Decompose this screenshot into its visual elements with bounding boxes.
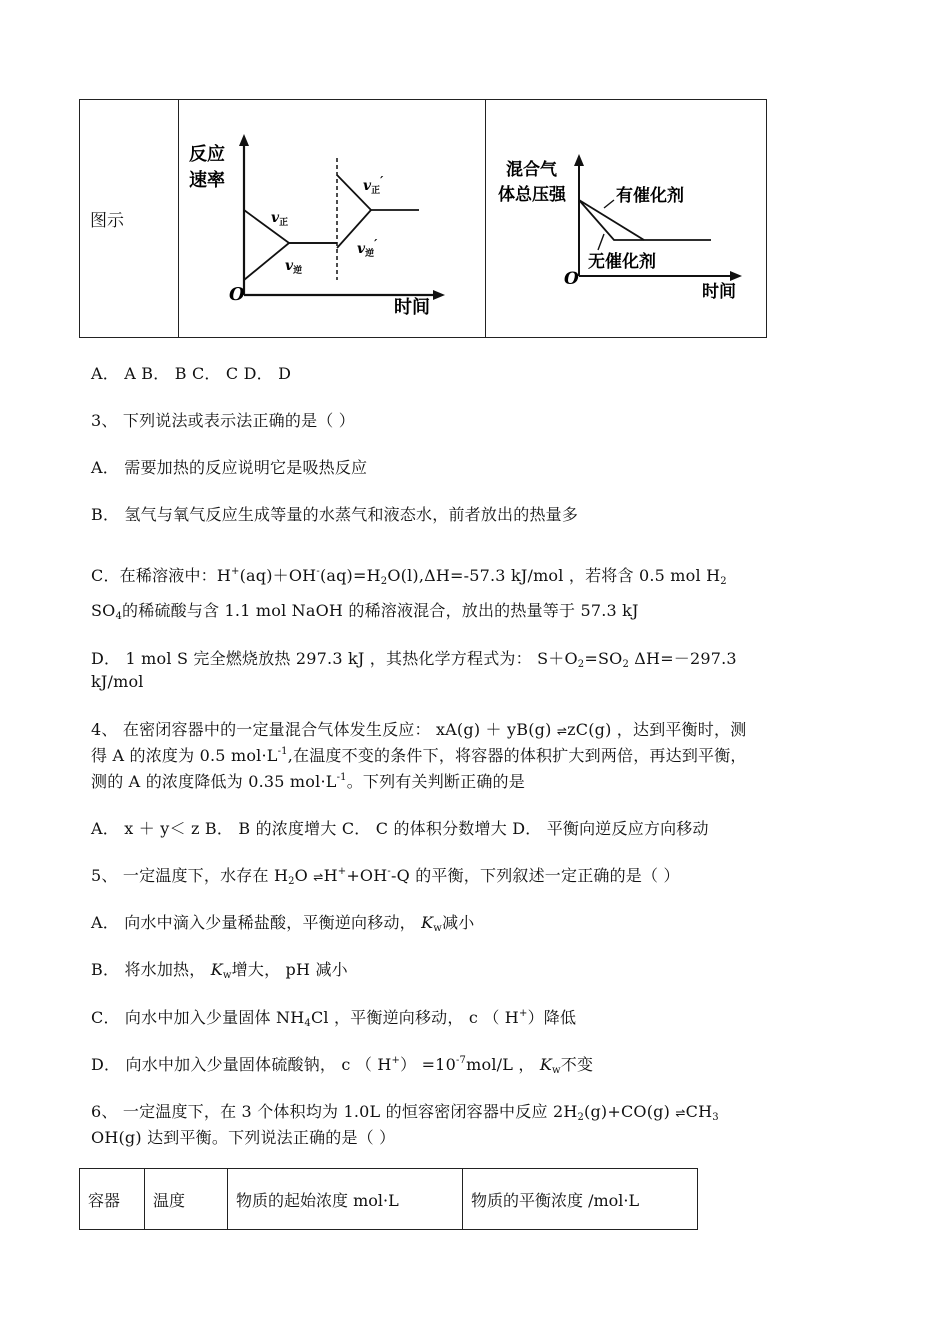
rate-ylabel-2: 速率 (189, 170, 225, 191)
rate-ylabel-1: 反应 (189, 144, 225, 165)
rate-origin: O (229, 284, 245, 305)
pressure-xlabel: 时间 (702, 282, 736, 302)
q3-option-a: A． 需要加热的反应说明它是吸热反应 (91, 458, 368, 477)
q5-option-c: C． 向水中加入少量固体 $NH_4Cl$ ，平衡逆向移动， c （ H+）降低 (91, 1008, 577, 1029)
v-fwd2-label: v (363, 178, 372, 194)
q3-option-d-line1: D． 1 mol S 完全燃烧放热 297.3 kJ ，其热化学方程式为： $S+O_2=SO_2$ ΔH=－297.3 (91, 649, 737, 670)
svg-text:v正 (271, 210, 288, 228)
with-catalyst-label: 有催化剂 (616, 186, 684, 206)
rate-time-graph (179, 100, 485, 333)
v-fwd-sub: 正 (279, 218, 289, 228)
header-temperature: 温度 (145, 1169, 228, 1230)
header-container: 容器 (80, 1169, 145, 1230)
q5-option-b: B． 将水加热， $K_w$增大， pH 减小 (91, 960, 348, 981)
q3-stem: 3、 下列说法或表示法正确的是（ ） (91, 411, 355, 430)
q4-stem-line3: 测的 A 的浓度降低为 0.35 $mol\cdot L^{-1}$。下列有关判断正确的是 (91, 772, 525, 791)
v-rev-label: v (285, 258, 294, 274)
q3-option-b: B． 氢气与氧气反应生成等量的水蒸气和液态水，前者放出的热量多 (91, 505, 579, 524)
header-equilibrium-conc: 物质的平衡浓度 /mol·L (463, 1169, 698, 1230)
q4-options: A． x ＋ y＜ z B． B 的浓度增大 C． C 的体积分数增大 D． 平衡向逆反应方向移动 (91, 819, 709, 838)
q2-options: A． A B． B C． C D． D (91, 364, 292, 383)
q3-option-c-line1: C．在稀溶液中：$H^+(aq)+OH^-(aq)=H_2O(l),\Delta H=-57.3$ kJ/mol ，若将含 0.5 mol $H_2$ (91, 566, 727, 587)
v-rev2-prime: ′ (374, 237, 378, 251)
q6-stem-line1: 6、 一定温度下，在 3 个体积均为 1.0L 的恒容密闭容器中反应 $2H_2(g)+CO(g)$ $\rightleftharpoons CH_3$ (91, 1102, 719, 1123)
rate-graph-cell (179, 100, 486, 338)
q3-option-d-line2: kJ/mol (91, 672, 144, 691)
svg-text:v逆′ (357, 237, 378, 259)
header-initial-conc: 物质的起始浓度 mol·L (228, 1169, 463, 1230)
q5-option-d: D． 向水中加入少量固体硫酸钠， c （ $H^+) =10^{-7}mol/L$ ， $K_w$不变 (91, 1055, 594, 1076)
pressure-graph-cell (486, 100, 767, 338)
q6-table (79, 1168, 698, 1230)
pressure-ylabel-1: 混合气 (506, 160, 557, 180)
without-catalyst-label: 无催化剂 (588, 252, 656, 272)
v-rev2-sub: 逆 (365, 249, 375, 259)
q4-stem-line1: 4、 在密闭容器中的一定量混合气体发生反应： xA(g) ＋ yB(g) ⇌zC(g) ，达到平衡时，测 (91, 720, 747, 739)
row-label: 图示 (80, 100, 179, 338)
v-rev-sub: 逆 (293, 266, 303, 276)
v-fwd2-sub: 正 (371, 186, 381, 196)
q5-option-a: A． 向水中滴入少量稀盐酸，平衡逆向移动， $K_w$减小 (91, 913, 475, 934)
rate-xlabel: 时间 (394, 297, 430, 318)
q4-stem-line2: 得 A 的浓度为 0.5 $mol\cdot L^{-1}$,在温度不变的条件下，将容器的体积扩大到两倍，再达到平衡， (91, 746, 747, 765)
svg-text:v正′ (363, 174, 384, 196)
pressure-origin: O (564, 269, 579, 289)
v-rev2-label: v (357, 241, 366, 257)
q3-option-c-line2: $SO_4$的稀硫酸与含 1.1 mol NaOH 的稀溶液混合，放出的热量等于 57.3 kJ (91, 601, 639, 622)
v-fwd-label: v (271, 210, 280, 226)
svg-text:v逆 (285, 258, 302, 276)
v-fwd2-prime: ′ (380, 174, 384, 188)
q5-stem: 5、 一定温度下，水存在 $H_2O$ ⇌H++OH--Q 的平衡，下列叙述一定正确的是（ ） (91, 866, 680, 887)
pressure-ylabel-2: 体总压强 (498, 185, 566, 205)
q6-stem-line2: OH(g) 达到平衡。下列说法正确的是（ ） (91, 1128, 396, 1147)
pressure-time-graph (486, 100, 766, 333)
figure-table (79, 99, 767, 338)
